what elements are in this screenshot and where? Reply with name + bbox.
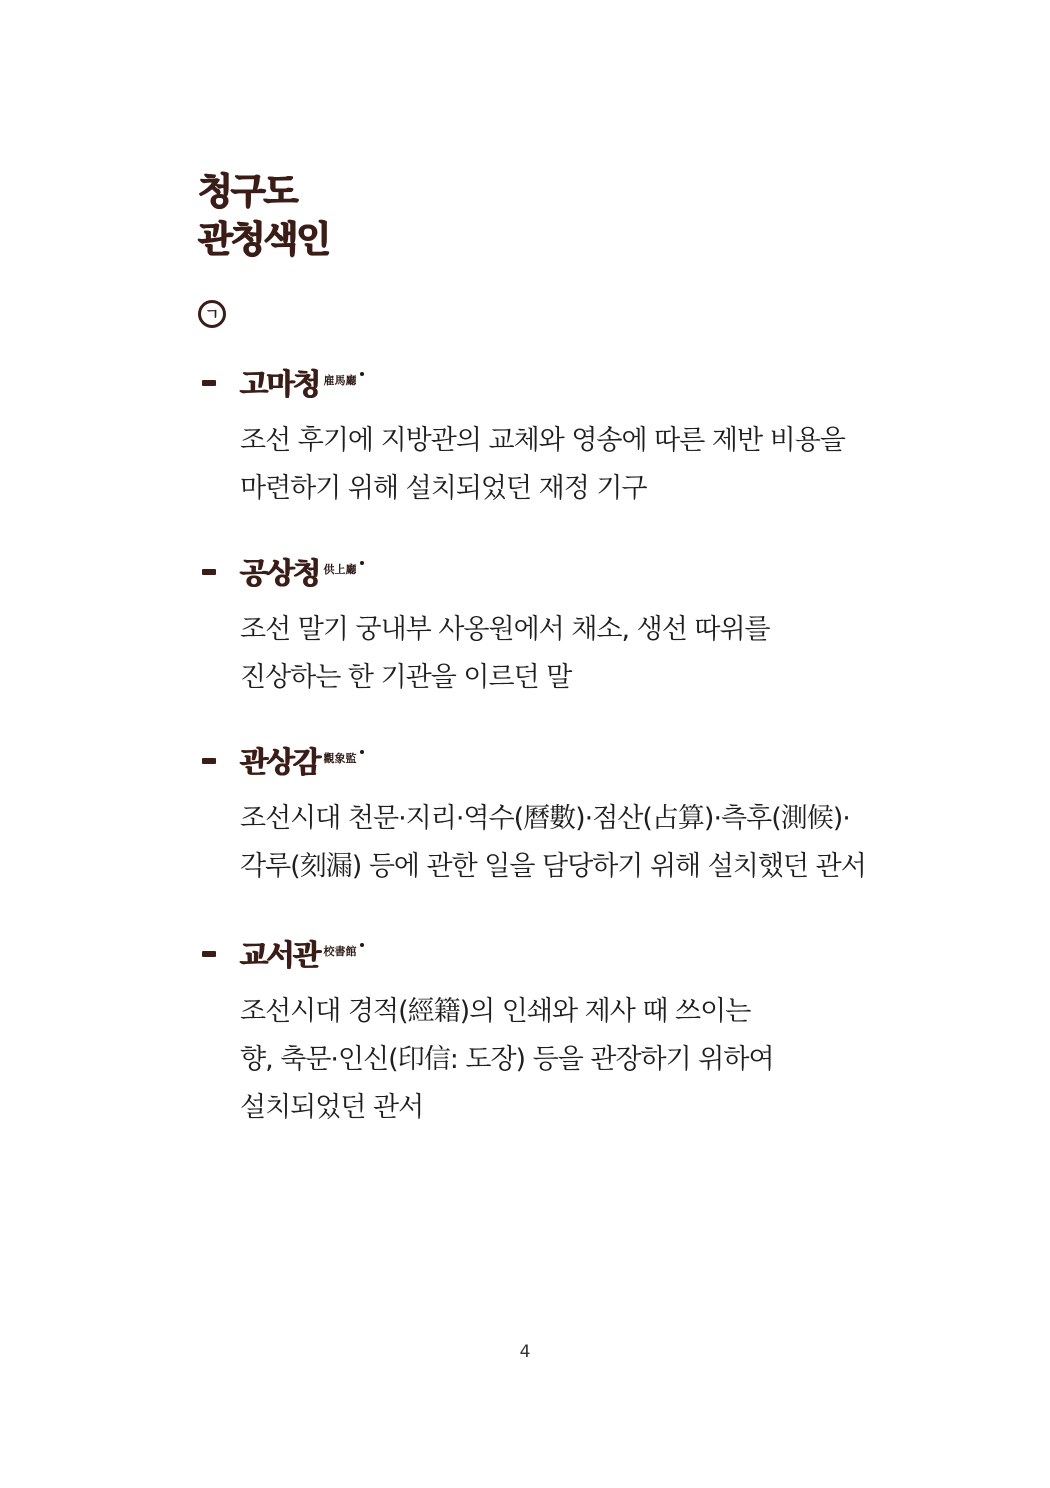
definition-line: 마련하기 위해 설치되었던 재정 기구	[240, 473, 647, 504]
entry-term-text: 교서관	[240, 938, 320, 972]
definition-line: 설치되었던 관서	[240, 1092, 424, 1123]
definition-line: 조선 후기에 지방관의 교체와 영송에 따른 제반 비용을	[240, 425, 845, 456]
entry-hanja: 校書館	[323, 945, 357, 958]
entry-hanja: 供上廳	[323, 563, 357, 576]
page-number: 4	[519, 1342, 531, 1362]
entry-hanja: 觀象監	[323, 752, 357, 765]
entry-heading	[200, 554, 900, 594]
entry-heading	[200, 743, 900, 783]
glossary-entry	[200, 936, 900, 1132]
entry-term	[240, 554, 364, 599]
entry-heading	[200, 936, 900, 976]
section-marker-letter: ㄱ	[204, 304, 220, 323]
definition-line: 진상하는 한 기관을 이르던 말	[240, 662, 572, 693]
dash-bullet-icon	[202, 951, 216, 957]
entry-definition	[240, 606, 900, 702]
dash-bullet-icon	[202, 758, 216, 764]
entry-term-text: 고마청	[240, 367, 320, 401]
dot-icon	[360, 372, 364, 376]
definition-line: 향, 축문·인신(印信: 도장) 등을 관장하기 위하여	[240, 1044, 774, 1075]
entry-hanja: 雇馬廳	[323, 374, 357, 387]
entry-term	[240, 365, 364, 410]
entry-term	[240, 936, 364, 981]
dot-icon	[360, 561, 364, 565]
page-title	[198, 168, 329, 264]
entry-heading	[200, 365, 900, 405]
section-marker-badge	[198, 300, 226, 328]
glossary-entry	[200, 743, 900, 891]
entry-term-text: 관상감	[240, 745, 320, 779]
glossary-entry	[200, 365, 900, 513]
dot-icon	[360, 750, 364, 754]
page-title-line-1: 청구도	[198, 171, 297, 212]
page-title-line-2: 관청색인	[198, 219, 330, 260]
definition-line: 조선시대 경적(經籍)의 인쇄와 제사 때 쓰이는	[240, 996, 751, 1027]
glossary-entry	[200, 554, 900, 702]
dot-icon	[360, 943, 364, 947]
definition-line: 조선 말기 궁내부 사옹원에서 채소, 생선 따위를	[240, 614, 770, 645]
entry-term	[240, 743, 364, 788]
dash-bullet-icon	[202, 569, 216, 575]
entry-definition	[240, 988, 900, 1132]
entry-definition	[240, 417, 900, 513]
definition-line: 조선시대 천문·지리·역수(曆數)·점산(占算)·측후(測候)·	[240, 803, 850, 834]
definition-line: 각루(刻漏) 등에 관한 일을 담당하기 위해 설치했던 관서	[240, 851, 866, 882]
entry-definition	[240, 795, 900, 891]
dash-bullet-icon	[202, 380, 216, 386]
entry-term-text: 공상청	[240, 556, 320, 590]
